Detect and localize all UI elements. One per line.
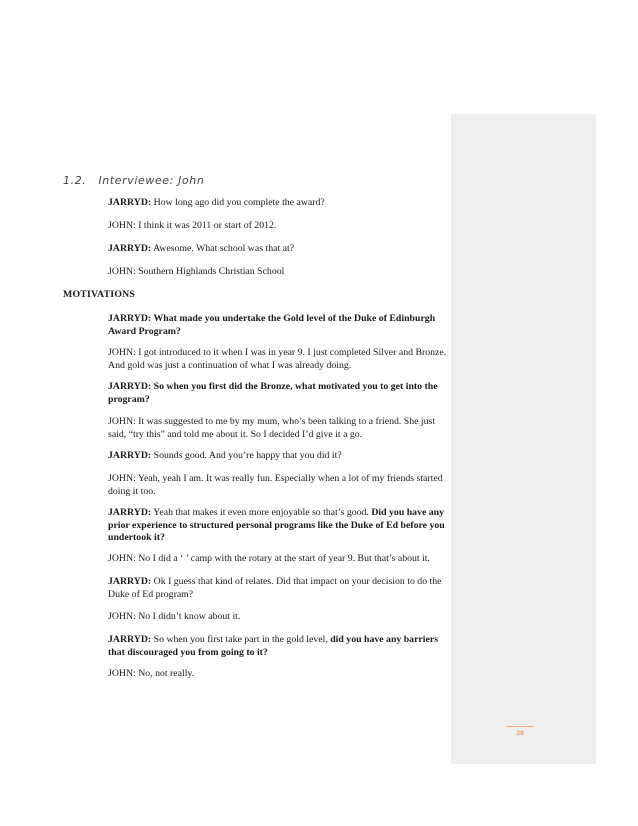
bold-text-run: JARRYD: What made you undertake the Gold level of the Duke of Edinburgh Award Program? [108,313,436,337]
transcript-paragraph [108,450,448,463]
transcript-paragraph [108,347,448,372]
transcript-paragraph [108,197,448,210]
bold-text-run: JARRYD: [108,450,152,461]
transcript-paragraph [108,668,448,681]
text-run: Sounds good. And you’re happy that you did it? [151,450,342,461]
transcript-paragraph [108,553,448,566]
text-run: Ok I guess that kind of relates. Did that impact on your decision to do the Duke of Ed program? [108,576,442,600]
bold-text-run: did you have any barriers that discouraged you from going to it? [108,634,439,658]
text-run: How long ago did you complete the award? [151,197,325,208]
bold-text-run: JARRYD: [108,243,152,254]
text-run: So when you first take part in the gold level, [151,634,331,645]
text-run: JOHN: I got introduced to it when I was in year 9. I just completed Silver and Bronze. And gold was just a continuation of what I was already doing. [108,347,447,371]
heading-number: 1.2. [63,174,87,187]
bold-text-run: JARRYD: [108,197,152,208]
transcript-paragraph [108,313,448,338]
text-run: JOHN: No, not really. [108,668,195,679]
transcript-paragraph [108,611,448,624]
transcript-paragraph [108,473,448,498]
transcript-paragraph [108,266,448,279]
transcript-paragraph [108,634,448,659]
text-run: JOHN: It was suggested to me by my mum, who’s been talking to a friend. She just said, “try this” and told me about it. So I decided I’d give it a go. [108,416,436,440]
text-run: JOHN: No I did a ‘ ’ camp with the rotary at the start of year 9. But that’s about it. [108,553,430,564]
bold-text-run: JARRYD: So when you first did the Bronze, what motivated you to get into the program? [108,381,438,405]
page-number-rule [506,726,534,727]
bold-text-run: JARRYD: [108,507,152,518]
transcript-paragraph [108,381,448,406]
bold-text-run: JARRYD: [108,634,152,645]
transcript-paragraph [108,416,448,441]
transcript-paragraph [108,243,448,256]
page-number: 39 [516,730,524,737]
transcript-paragraph [108,507,448,545]
section-heading [63,174,204,187]
section-label: MOTIVATIONS [63,289,136,300]
text-run: JOHN: Southern Highlands Christian School [108,266,285,277]
text-run: JOHN: No I didn’t know about it. [108,611,241,622]
text-run: Yeah that makes it even more enjoyable so that’s good. [151,507,372,518]
comment-pane [451,114,596,764]
bold-text-run: JARRYD: [108,576,152,587]
bold-text-run: Did you have any prior experience to structured personal programs like the Duke of Ed before you undertook it? [108,507,445,544]
text-run: JOHN: I think it was 2011 or start of 2012. [108,220,277,231]
transcript-paragraph [108,576,448,601]
transcript-paragraph [108,220,448,233]
text-run: JOHN: Yeah, yeah I am. It was really fun. Especially when a lot of my friends started doing it too. [108,473,443,497]
text-run: Awesome. What school was that at? [151,243,295,254]
heading-title: Interviewee: John [98,174,205,187]
